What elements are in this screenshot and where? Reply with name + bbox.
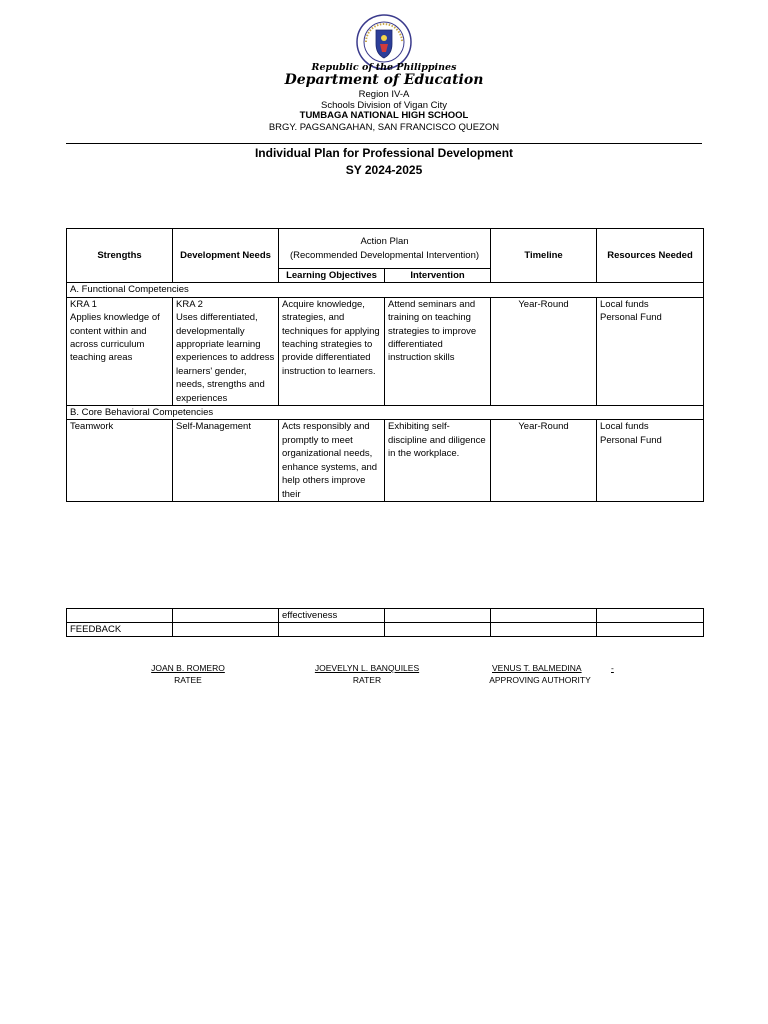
kra-2-label: KRA 2 [176, 298, 203, 310]
cell-intervention: Exhibiting self-discipline and diligence in the workplace. [385, 420, 491, 501]
signature-ratee [138, 663, 238, 685]
school-address: BRGY. PAGSANGAHAN, SAN FRANCISCO QUEZON [268, 122, 500, 133]
approver-role: APPROVING AUTHORITY [489, 675, 591, 685]
region-label: Region IV-A [358, 89, 410, 100]
kra-1-label: KRA 1 [70, 298, 97, 310]
strengths-text: Applies knowledge of content within and across curriculum teaching areas [70, 312, 160, 364]
approver-name: VENUS T. BALMEDINA [492, 663, 582, 673]
resource-personal-fund: Personal Fund [600, 312, 662, 324]
header-development-needs: Development Needs [173, 229, 279, 283]
cell-resources [597, 420, 704, 501]
feedback-row [67, 623, 704, 637]
header-learning-objectives: Learning Objectives [279, 269, 385, 283]
feedback-label: FEEDBACK [67, 623, 173, 637]
cell-timeline: Year-Round [491, 420, 597, 501]
continued-table [66, 608, 704, 637]
resource-personal-fund: Personal Fund [600, 434, 662, 446]
resource-local-funds: Local funds [600, 421, 649, 433]
department-heading: Department of Education [284, 72, 484, 88]
section-label-functional: A. Functional Competencies [67, 283, 704, 297]
section-label-core-behavioral: B. Core Behavioral Competencies [67, 406, 704, 420]
header-action-plan [279, 229, 491, 269]
cell-development-needs [173, 297, 279, 405]
resource-local-funds: Local funds [600, 298, 649, 310]
rater-role: RATER [352, 675, 382, 685]
school-name: TUMBAGA NATIONAL HIGH SCHOOL [299, 110, 469, 121]
header-divider [66, 143, 702, 144]
cell-strengths [67, 297, 173, 405]
cell-strengths: Teamwork [67, 420, 173, 501]
needs-text: Uses differentiated, developmentally appropriate learning experiences to address learners' gender, needs, strengths and experiences [176, 312, 275, 404]
header-strengths: Strengths [67, 229, 173, 283]
division-label: Schools Division of Vigan City [320, 100, 448, 111]
cell-resources [597, 297, 704, 405]
header-intervention: Intervention [385, 269, 491, 283]
table-row [67, 297, 704, 405]
rater-name: JOEVELYN L. BANQUILES [314, 663, 420, 673]
signature-approving-authority [480, 663, 600, 685]
cell-learning-objectives: Acquire knowledge, strategies, and techniques for applying teaching strategies to provide differentiated instruction to learners. [279, 297, 385, 405]
header-resources: Resources Needed [597, 229, 704, 283]
ratee-role: RATEE [174, 675, 202, 685]
table-row [67, 420, 704, 501]
school-year: SY 2024-2025 [345, 163, 423, 177]
ratee-name: JOAN B. ROMERO [151, 663, 225, 673]
cell-learning-objectives: Acts responsibly and promptly to meet organizational needs, enhance systems, and help others improve their [279, 420, 385, 501]
cell-continued-objective: effectiveness [279, 609, 385, 623]
cell-intervention: Attend seminars and training on teaching strategies to improve differentiated instruction skills [385, 297, 491, 405]
cell-timeline: Year-Round [491, 297, 597, 405]
document-title: Individual Plan for Professional Development [254, 146, 514, 160]
republic-heading: Republic of the Philippines [311, 62, 457, 73]
development-plan-table [66, 228, 704, 502]
cell-development-needs: Self-Management [173, 420, 279, 501]
trailing-mark: - [611, 663, 614, 673]
header-action-plan-sub: (Recommended Developmental Intervention) [289, 249, 480, 261]
signature-rater [302, 663, 432, 685]
table-row [67, 609, 704, 623]
header-timeline: Timeline [491, 229, 597, 283]
header-action-plan-title: Action Plan [360, 236, 409, 248]
